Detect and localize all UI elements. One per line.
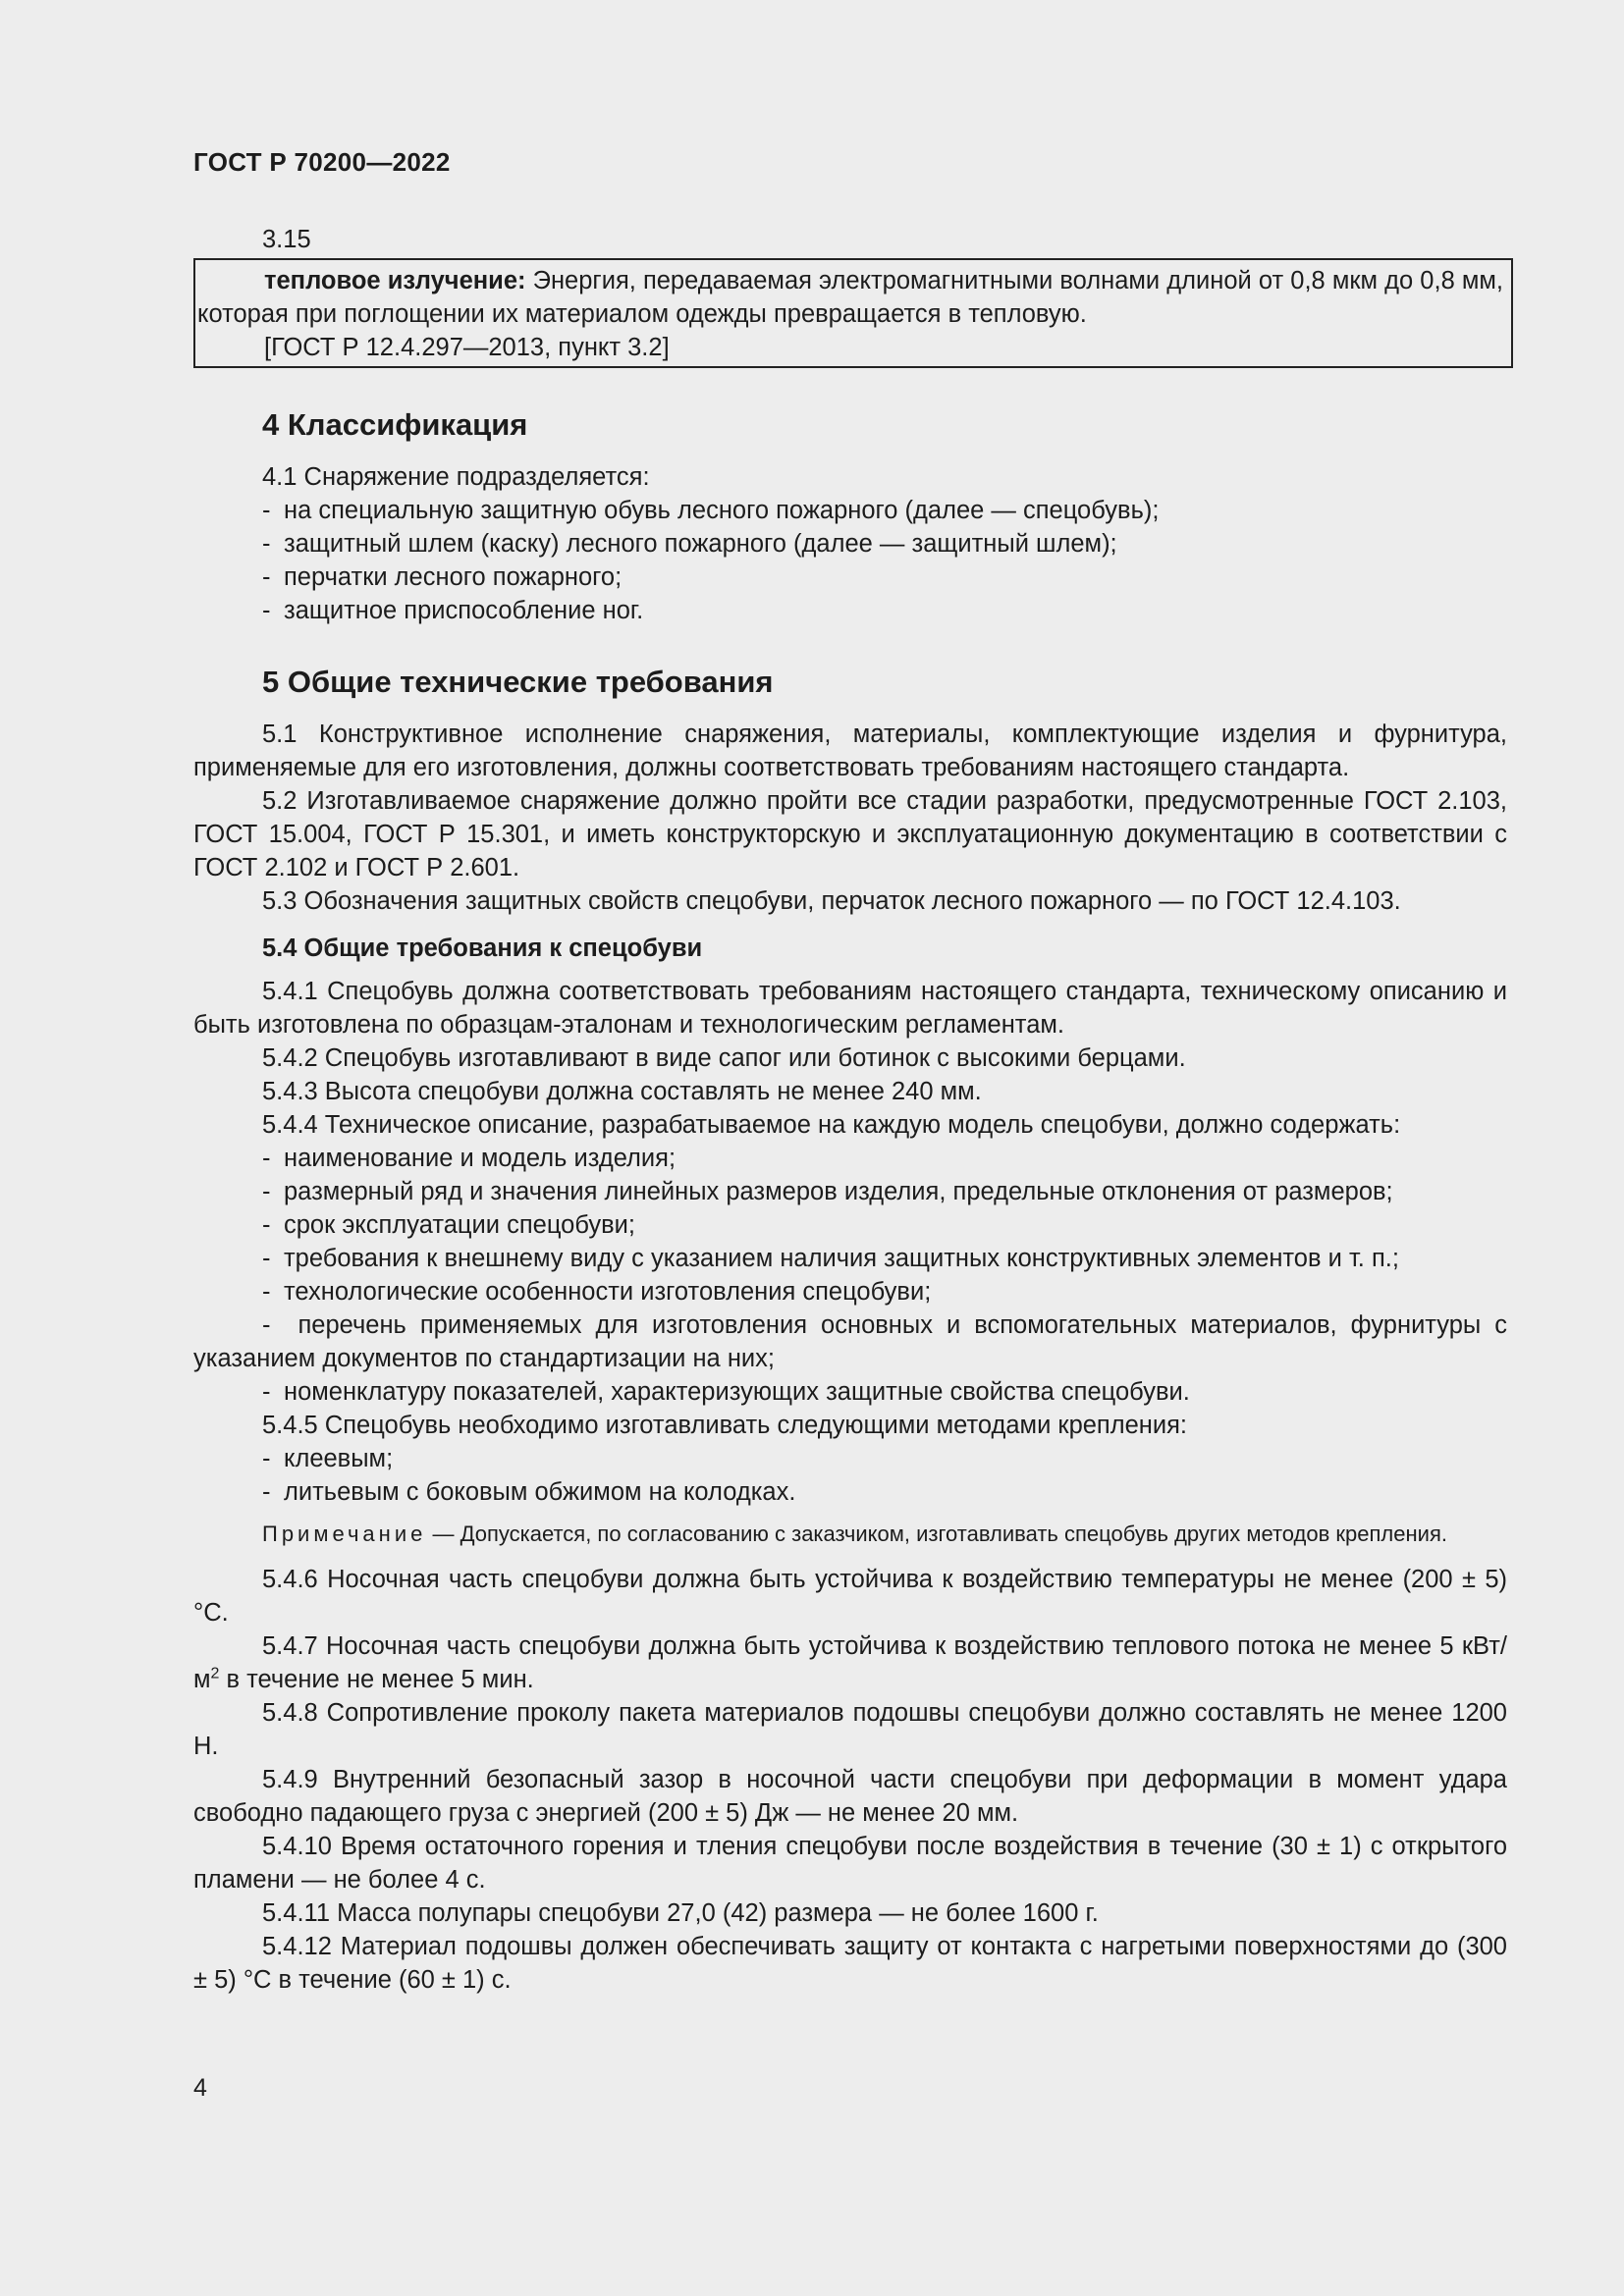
para-5-4-4: 5.4.4 Техническое описание, разрабатываемое на каждую модель спецобуви, должно содержать: <box>262 1111 1401 1139</box>
document-header: ГОСТ Р 70200—2022 <box>193 147 451 177</box>
para-5-4-9: 5.4.9 Внутренний безопасный зазор в носочной части спецобуви при деформации в момент удара свободно падающего груза с энергией (200 ± 5) Дж — не менее 20 мм. <box>193 1766 1507 1827</box>
list-item: - перчатки лесного пожарного; <box>262 563 623 591</box>
term-title: тепловое излучение: <box>264 267 526 294</box>
term-definition-box <box>193 258 1513 368</box>
section-4-heading: 4 Классификация <box>262 407 528 442</box>
note-text: — Допускается, по согласованию с заказчиком, изготавливать спецобувь других методов крепления. <box>426 1522 1447 1546</box>
term-number: 3.15 <box>262 226 311 253</box>
para-4-1: 4.1 Снаряжение подразделяется: <box>262 463 650 491</box>
para-5-4-5: 5.4.5 Спецобувь необходимо изготавливать следующими методами крепления: <box>262 1412 1188 1439</box>
term-definition <box>197 264 1503 331</box>
list-item: - размерный ряд и значения линейных размеров изделия, предельные отклонения от размеров; <box>262 1178 1393 1205</box>
list-item: - клеевым; <box>262 1445 394 1472</box>
para-5-4-11: 5.4.11 Масса полупары спецобуви 27,0 (42) размера — не более 1600 г. <box>262 1899 1099 1927</box>
para-5-4-3: 5.4.3 Высота спецобуви должна составлять не менее 240 мм. <box>262 1078 982 1105</box>
list-item: - требования к внешнему виду с указанием наличия защитных конструктивных элементов и т. п.; <box>262 1245 1399 1272</box>
para-5-4-10: 5.4.10 Время остаточного горения и тления спецобуви после воздействия в течение (30 ± 1) с открытого пламени — не более 4 с. <box>193 1833 1507 1894</box>
note-label: Примечание <box>262 1522 427 1546</box>
term-text: Энергия, передаваемая электромагнитными волнами длиной от 0,8 мкм до 0,8 мм, которая при поглощении их материалом одежды превращается в тепловую. <box>197 267 1503 328</box>
para-5-4-8: 5.4.8 Сопротивление проколу пакета материалов подошвы спецобуви должно составлять не менее 1200 Н. <box>193 1699 1507 1760</box>
note <box>193 1519 1507 1549</box>
para-5-4-12: 5.4.12 Материал подошвы должен обеспечивать защиту от контакта с нагретыми поверхностями до (300 ± 5) °С в течение (60 ± 1) с. <box>193 1933 1507 1994</box>
list-item: - защитное приспособление ног. <box>262 597 644 624</box>
para-5-4-7: 5.4.7 Носочная часть спецобуви должна быть устойчива к воздействию теплового потока не менее 5 кВт/$м^2$ в течение не менее 5 мин. <box>193 1632 1507 1693</box>
list-item: - литьевым с боковым обжимом на колодках. <box>262 1478 796 1506</box>
para-5-4-6: 5.4.6 Носочная часть спецобуви должна быть устойчива к воздействию температуры не менее (200 ± 5) °С. <box>193 1566 1507 1627</box>
para-5-1: 5.1 Конструктивное исполнение снаряжения, материалы, комплектующие изделия и фурнитура, применяемые для его изготовления, должны соответствовать требованиям настоящего стандарта. <box>193 721 1507 781</box>
section-5-heading: 5 Общие технические требования <box>262 665 774 699</box>
para-5-2: 5.2 Изготавливаемое снаряжение должно пройти все стадии разработки, предусмотренные ГОСТ 2.103, ГОСТ 15.004, ГОСТ Р 15.301, и иметь конструкторскую и эксплуатационную документацию в соответствии с ГОСТ 2.102 и ГОСТ Р 2.601. <box>193 787 1507 881</box>
subsection-5-4-heading: 5.4 Общие требования к спецобуви <box>262 934 703 962</box>
page-number: 4 <box>193 2074 207 2102</box>
document-body <box>193 223 1507 1997</box>
para-5-4-1: 5.4.1 Спецобувь должна соответствовать требованиям настоящего стандарта, техническому описанию и быть изготовлена по образцам-эталонам и технологическим регламентам. <box>193 978 1507 1039</box>
list-item: - защитный шлем (каску) лесного пожарного (далее — защитный шлем); <box>262 530 1117 558</box>
list-item: - номенклатуру показателей, характеризующих защитные свойства спецобуви. <box>262 1378 1190 1406</box>
list-item: - наименование и модель изделия; <box>262 1145 677 1172</box>
list-item: - срок эксплуатации спецобуви; <box>262 1211 635 1239</box>
para-5-4-2: 5.4.2 Спецобувь изготавливают в виде сапог или ботинок с высокими берцами. <box>262 1044 1186 1072</box>
list-item: - перечень применяемых для изготовления основных и вспомогательных материалов, фурнитуры с указанием документов по стандартизации на них; <box>193 1311 1507 1372</box>
para-5-3: 5.3 Обозначения защитных свойств спецобуви, перчаток лесного пожарного — по ГОСТ 12.4.103. <box>262 887 1401 915</box>
list-item: - технологические особенности изготовления спецобуви; <box>262 1278 932 1306</box>
list-item: - на специальную защитную обувь лесного пожарного (далее — спецобувь); <box>262 497 1160 524</box>
term-source: [ГОСТ Р 12.4.297—2013, пункт 3.2] <box>264 334 670 361</box>
